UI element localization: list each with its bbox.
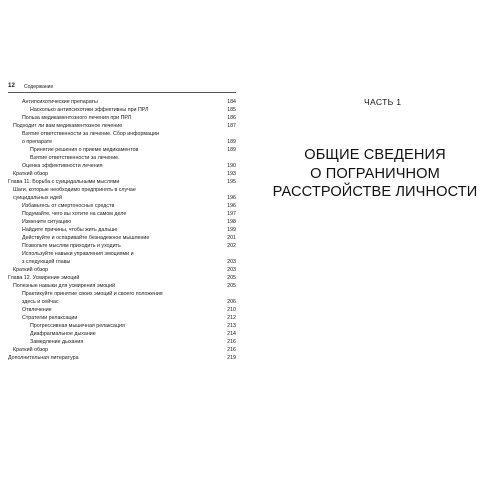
running-head-title: Содержание bbox=[24, 83, 54, 90]
toc-entry bbox=[0, 139, 236, 146]
toc-entry-title: Шаги, которые необходимо предпринять в случае bbox=[13, 187, 136, 193]
toc-entry bbox=[0, 251, 236, 258]
toc-entry bbox=[0, 115, 236, 122]
toc-entry bbox=[0, 171, 236, 178]
part-title-line: РАССТРОЙСТВЕ ЛИЧНОСТИ bbox=[272, 184, 478, 200]
toc-entry-title: Насколько антипсихотики эффективны при ПРЛ bbox=[30, 107, 149, 113]
toc-entry-title: Полезные навыки для усмирения эмоций bbox=[13, 283, 116, 289]
toc-entry bbox=[0, 203, 236, 210]
toc-entry-title: Действуйте и оспаривайте безнадежное мышление bbox=[22, 235, 150, 241]
toc-entry-page: 187 bbox=[227, 123, 236, 129]
toc-entry bbox=[0, 331, 236, 338]
toc-entry bbox=[0, 179, 236, 186]
part-title bbox=[250, 146, 500, 202]
toc-entry bbox=[0, 195, 236, 202]
toc-entry bbox=[0, 347, 236, 354]
toc-entry bbox=[0, 267, 236, 274]
toc-entry-page: 184 bbox=[227, 99, 236, 105]
toc-entry-page: 213 bbox=[227, 323, 236, 329]
toc-entry-title: Глава 12. Усмирение эмоций bbox=[8, 275, 80, 281]
toc-entry-title: Позвольте мыслям приходить и уходить bbox=[22, 243, 121, 249]
toc-entry bbox=[0, 355, 236, 362]
running-head bbox=[8, 82, 236, 93]
page-number: 12 bbox=[8, 82, 15, 89]
toc-entry-title: Замедление дыхания bbox=[30, 339, 84, 345]
toc-entry-title: Польза медикаментозного лечения при ПРЛ bbox=[22, 115, 132, 121]
toc-entry-page: 198 bbox=[227, 219, 236, 225]
toc-entry-title: Используйте навыки управления эмоциями и bbox=[22, 251, 134, 257]
toc-entry bbox=[0, 163, 236, 170]
toc-entry bbox=[0, 291, 236, 298]
toc-entry-page: 195 bbox=[227, 179, 236, 185]
toc-entry-page: 202 bbox=[227, 243, 236, 249]
toc-entry-title: о препарате bbox=[22, 139, 53, 145]
toc-entry-title: здесь и сейчас bbox=[22, 299, 59, 305]
toc-entry-title: Отвлечение bbox=[22, 307, 52, 313]
toc-entry-page: 189 bbox=[227, 147, 236, 153]
toc-entry bbox=[0, 323, 236, 330]
toc-entry bbox=[0, 339, 236, 346]
toc-entry-title: Стратегии релаксации bbox=[22, 315, 78, 321]
toc-entry-page: 203 bbox=[227, 267, 236, 273]
toc-entry bbox=[0, 123, 236, 130]
toc-entry-page: 190 bbox=[227, 163, 236, 169]
toc-entry bbox=[0, 227, 236, 234]
toc-entry-page: 185 bbox=[227, 107, 236, 113]
toc-entry-title: Диафрагмальное дыхание bbox=[30, 331, 96, 337]
toc-entry-title: Подходит ли вам медикаментозное лечение bbox=[13, 123, 123, 129]
toc-entry-title: Измените ситуацию bbox=[22, 219, 72, 225]
toc-entry-title: Найдите причины, чтобы жить дальше bbox=[22, 227, 118, 233]
toc-entry-page: 216 bbox=[227, 339, 236, 345]
toc-entry-title: суицидальных идей bbox=[13, 195, 62, 201]
toc-entry-title: Подумайте, чего вы хотите на самом деле bbox=[22, 211, 127, 217]
toc-entry-page: 219 bbox=[227, 355, 236, 361]
toc-entry bbox=[0, 219, 236, 226]
toc-entry-title: Глава 11. Борьба с суицидальными мыслями bbox=[8, 179, 120, 185]
toc-entry bbox=[0, 283, 236, 290]
toc-entry-title: Принятие решения о приеме медикаментов bbox=[30, 147, 139, 153]
toc-entry-title: Дополнительная литература bbox=[8, 355, 79, 361]
toc-entry-page: 203 bbox=[227, 259, 236, 265]
toc-entry-page: 205 bbox=[227, 275, 236, 281]
toc-entry bbox=[0, 243, 236, 250]
toc-entry bbox=[0, 187, 236, 194]
toc-entry bbox=[0, 147, 236, 154]
toc-entry bbox=[0, 275, 236, 282]
toc-entry bbox=[0, 155, 236, 162]
toc-entry-page: 205 bbox=[227, 283, 236, 289]
toc-entry-title: Прогрессивная мышечная релаксация bbox=[30, 323, 125, 329]
part-label: ЧАСТЬ 1 bbox=[364, 97, 402, 107]
toc-entry-title: Краткий обзор bbox=[13, 347, 49, 353]
toc-entry-page: 210 bbox=[227, 307, 236, 313]
toc-entry-title: Антипсихотические препараты bbox=[22, 99, 98, 105]
toc-entry-page: 201 bbox=[227, 235, 236, 241]
toc-entry-title: з следующей главы bbox=[22, 259, 71, 265]
toc-entry-title: Избавьтесь от смертоносных средств bbox=[22, 203, 115, 209]
part-title-line: ОБЩИЕ СВЕДЕНИЯ bbox=[304, 147, 446, 163]
toc-entry bbox=[0, 99, 236, 106]
toc-entry bbox=[0, 107, 236, 114]
toc-entry-title: Практикуйте принятие своих эмоций и своего положения bbox=[22, 291, 163, 297]
toc-entry-title: Взятие ответственности за лечение. Сбор информации bbox=[22, 131, 159, 137]
toc-entry-page: 186 bbox=[227, 115, 236, 121]
toc-entry-page: 212 bbox=[227, 315, 236, 321]
part-title-line: О ПОГРАНИЧНОМ bbox=[310, 165, 440, 182]
toc-entry-title: Взятие ответственности за лечение. bbox=[30, 155, 120, 161]
toc-entry bbox=[0, 259, 236, 266]
toc-entry-page: 189 bbox=[227, 139, 236, 145]
toc-entry bbox=[0, 315, 236, 322]
toc-entry bbox=[0, 131, 236, 138]
toc-entry-title: Оценка эффективности лечения bbox=[22, 163, 103, 169]
toc-entry-page: 199 bbox=[227, 227, 236, 233]
toc-entry-page: 196 bbox=[227, 195, 236, 201]
toc-entry bbox=[0, 235, 236, 242]
right-page bbox=[250, 0, 500, 500]
toc-entry-page: 193 bbox=[227, 171, 236, 177]
toc-entry-title: Краткий обзор bbox=[13, 267, 49, 273]
toc-entry-page: 206 bbox=[227, 299, 236, 305]
toc-entry bbox=[0, 307, 236, 314]
toc-entry bbox=[0, 211, 236, 218]
toc-entry-page: 214 bbox=[227, 331, 236, 337]
toc-entry-page: 216 bbox=[227, 347, 236, 353]
toc-entry-page: 196 bbox=[227, 203, 236, 209]
toc-entry-page: 197 bbox=[227, 211, 236, 217]
toc-entry-title: Краткий обзор bbox=[13, 171, 49, 177]
toc-entry bbox=[0, 299, 236, 306]
